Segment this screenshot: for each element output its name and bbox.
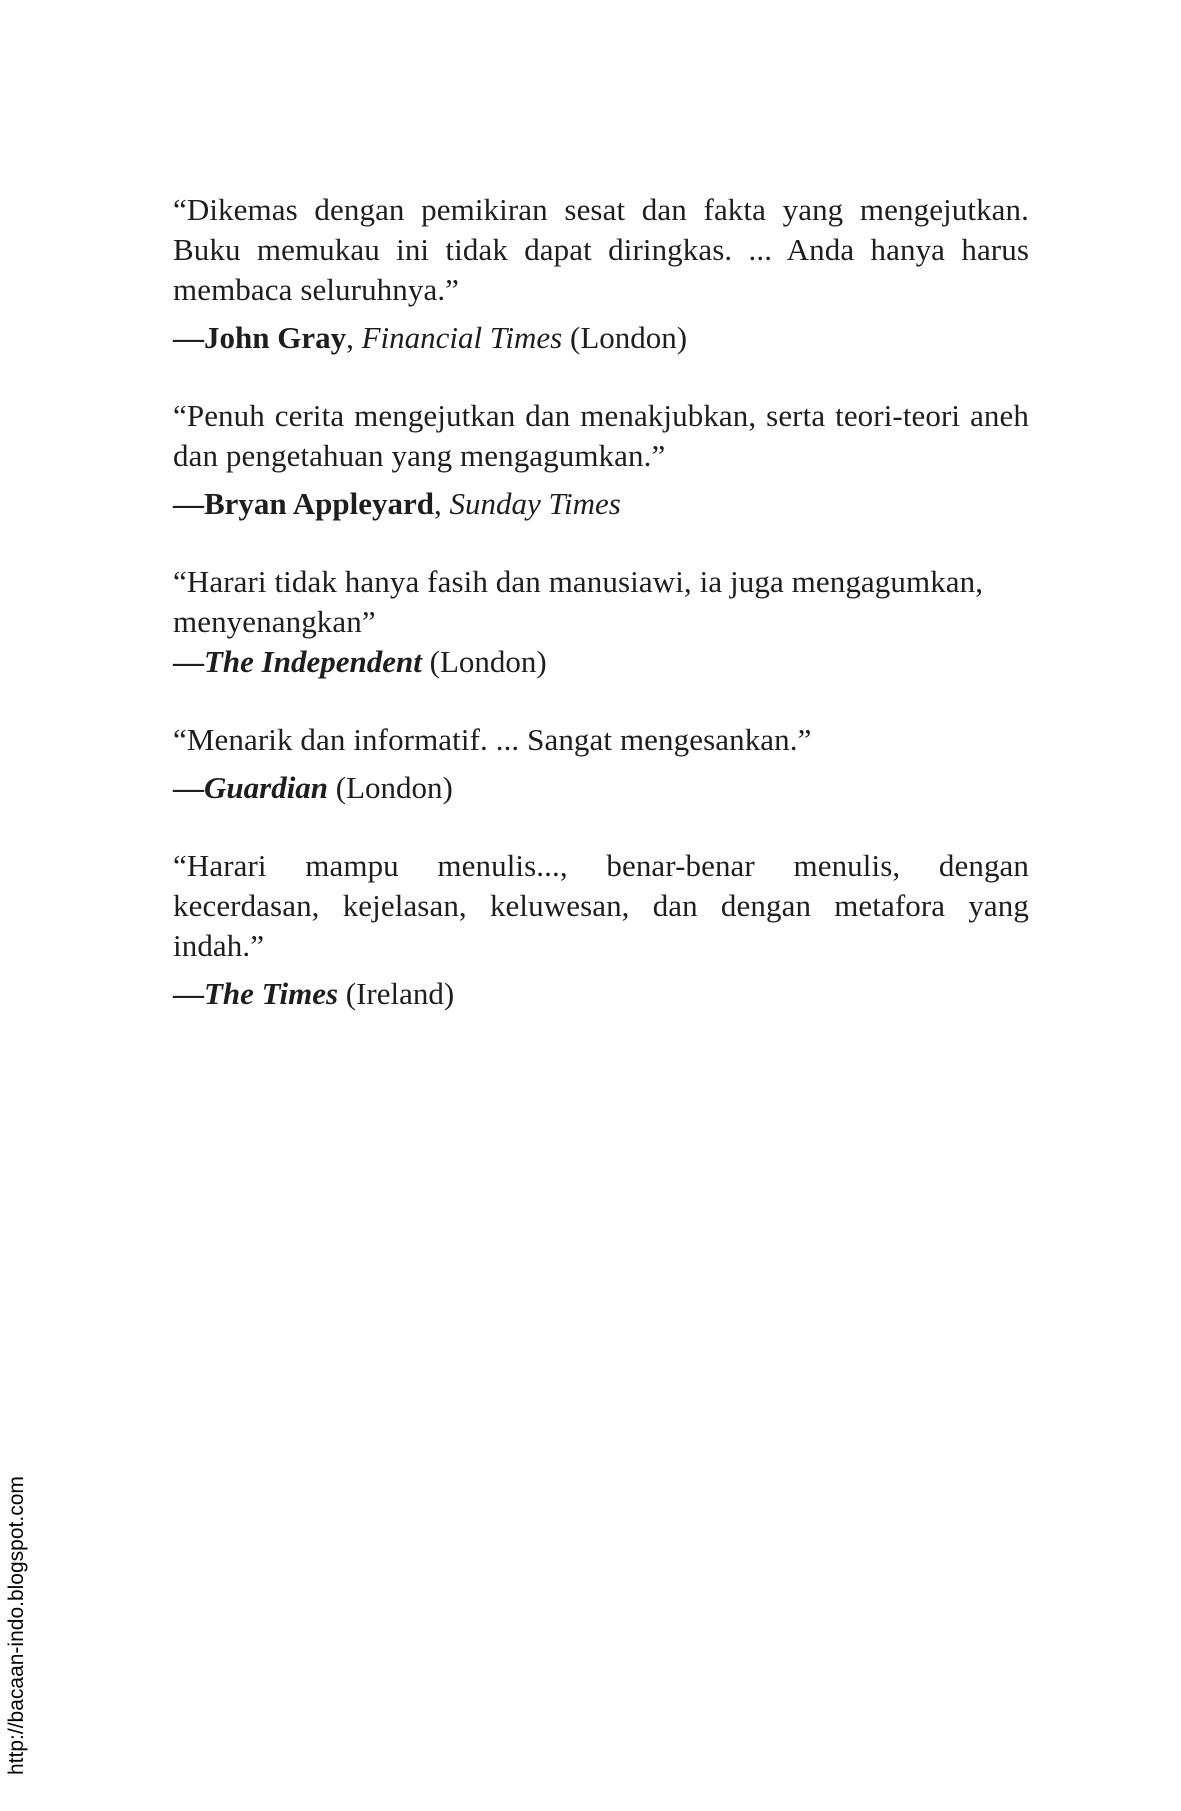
review-location: (London): [328, 770, 453, 805]
review-quote: “Harari tidak hanya fasih dan manusiawi, ia juga mengagumkan, menyenangkan”: [173, 564, 984, 639]
review-quote: “Dikemas dengan pemikiran sesat dan fakta yang mengejutkan. Buku memukau ini tidak dapat diringkas. ... Anda hanya harus membaca seluruhnya.”: [173, 192, 1029, 307]
review-author: John Gray: [204, 320, 347, 355]
attribution-dash: —: [173, 486, 204, 521]
review-location: (London): [562, 320, 688, 355]
review-4: [173, 720, 1029, 808]
review-publication: The Independent: [204, 644, 422, 679]
attribution-dash: —: [173, 976, 204, 1011]
attribution-separator: ,: [433, 486, 450, 521]
review-location: (Ireland): [338, 976, 455, 1011]
review-publication: Financial Times: [361, 320, 563, 355]
review-attribution: [173, 768, 1029, 808]
review-attribution: [173, 642, 1029, 682]
review-author: Bryan Appleyard: [204, 486, 434, 521]
review-attribution: [173, 318, 1029, 358]
attribution-dash: —: [173, 320, 204, 355]
review-5: [173, 846, 1029, 1014]
review-publication: The Times: [204, 976, 339, 1011]
review-quote: “Harari mampu menulis..., benar-benar menulis, dengan kecerdasan, kejelasan, keluwesan, dan dengan metafora yang indah.”: [173, 848, 1029, 963]
review-3: [173, 562, 1029, 682]
review-location: (London): [421, 644, 547, 679]
attribution-dash: —: [173, 770, 204, 805]
review-2: [173, 396, 1029, 524]
watermark-url: http://bacaan-indo.blogspot.com: [5, 1476, 28, 1775]
review-quote: “Penuh cerita mengejutkan dan menakjubkan, serta teori-teori aneh dan pengetahuan yang mengagumkan.”: [173, 398, 1029, 473]
review-1: [173, 190, 1029, 358]
attribution-separator: ,: [346, 320, 362, 355]
review-attribution: [173, 974, 1029, 1014]
review-publication: Guardian: [204, 770, 329, 805]
review-publication: Sunday Times: [449, 486, 621, 521]
review-attribution: [173, 484, 1029, 524]
review-quote: “Menarik dan informatif. ... Sangat mengesankan.”: [173, 722, 812, 757]
attribution-dash: —: [173, 644, 204, 679]
review-list: [173, 190, 1029, 1052]
